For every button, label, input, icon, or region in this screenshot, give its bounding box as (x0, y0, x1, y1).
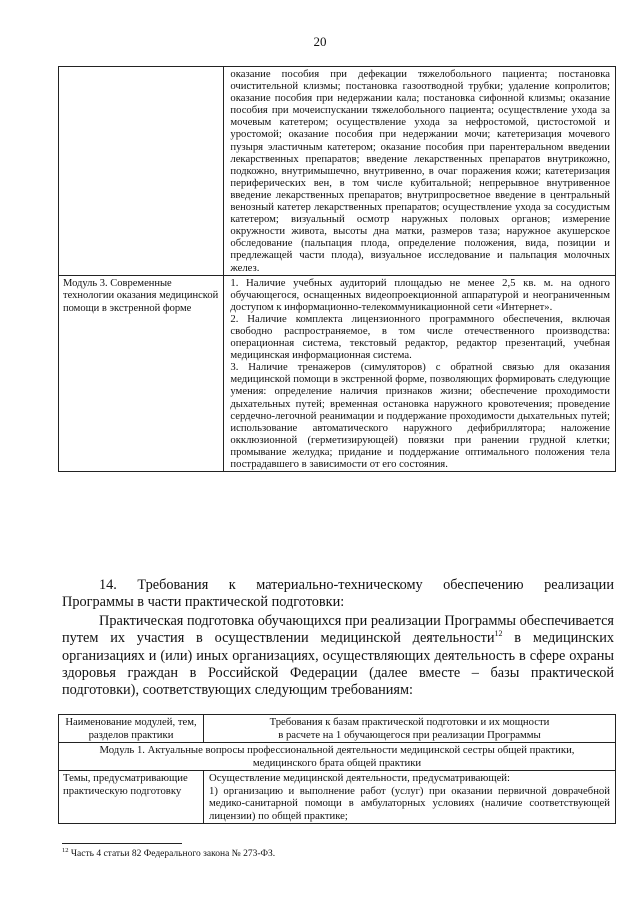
footnote-reference: 12 (494, 629, 503, 639)
table-cell-module: Модуль 3. Современные технологии оказания медицинской помощи в экстренной форме (59, 275, 224, 472)
table-cell-requirements (224, 67, 616, 276)
paragraph-text: в медицинских организациях и (или) иных организациях, осуществляющих деятельность в сфере охраны здоровья граждан в Российской Федерации (далее вместе – базы практической подготовки), соответствующих следующим требованиям: (62, 630, 614, 699)
table-cell-topics: Темы, предусматривающие практическую подготовку (59, 771, 204, 824)
footnote-divider (62, 843, 182, 844)
table-cell-module (59, 67, 224, 276)
requirement-line: Осуществление медицинской деятельности, предусматривающей: (209, 772, 510, 784)
requirement-item: 2. Наличие комплекта лицензионного программного обеспечения, включая свободно распространяемое, в том числе отечественного производства: операционная система, текстовый редактор, редактор презентаций, учебная медицинская информационная система. (230, 312, 610, 362)
section-heading (62, 577, 614, 611)
module-title: Модуль 1. Актуальные вопросы профессиональной деятельности медицинской сестры общей практики, медицинского брата общей практики (59, 743, 616, 771)
requirement-item: 1. Наличие учебных аудиторий площадью не менее 2,5 кв. м. на одного обучающегося, оснащенных видеопроекционной аппаратурой и неограниченным доступом к информационно-телекоммуникационной сети «Интернет». (230, 276, 610, 313)
table-row (59, 771, 616, 824)
footnote (62, 846, 276, 859)
header-requirements-line: в расчете на 1 обучающегося при реализации Программы (278, 728, 541, 741)
section-heading-line: Программы в части практической подготовки: (62, 594, 345, 610)
table-row (59, 743, 616, 771)
requirement-item: 3. Наличие тренажеров (симуляторов) с обратной связью для оказания медицинской помощи в экстренной форме, позволяющих формировать следующие умения: определение наличия признаков жизни; обеспечение проходимости дыхательных путей; временная остановка наружного кровотечения; проведение сердечно-легочной реанимации и поддержание проходимости дыхательных путей; использование автоматического наружного дефибриллятора; наложение окклюзионной (герметизирующей) повязки при ранении грудной клетки; промывание желудка; придание и поддержание оптимального положения тела пострадавшего в зависимости от его состояния. (230, 361, 610, 470)
table-cell-requirements (204, 771, 616, 824)
practice-bases-table (58, 714, 616, 824)
requirements-text: оказание пособия при дефекации тяжелобольного пациента; постановка очистительной клизмы; постановка газоотводной трубки; удаление копролитов; оказание пособия при недержании кала; постановка сифонной клизмы; оказание пособия при мочеиспускании тяжелобольного пациента; осуществление ухода за мочевым катетером; осуществление ухода за нефростомой, цистостомой и уростомой; оказание пособия при недержании мочи; катетеризация мочевого пузыря эластичным катетером; оказание пособия при парентеральном введении лекарственных препаратов; введение лекарственных препаратов внутрикожно, подкожно, внутримышечно, внутривенно, в очаг поражения кожи; катетеризация периферических вен, в том числе кубитальной; непрерывное внутривенное введение лекарственных препаратов; внутрипросветное введение в центральный венозный катетер лекарственных препаратов; осуществление ухода за сосудистым катетером; визуальный осмотр наружных половых органов; измерение окружности живота, высоты дна матки, размеров таза; наружное акушерское обследование (пальпация плода, определение положения, вида, позиции и предлежащей части плода), визуальное исследование и пальпация молочных желез. (230, 68, 610, 274)
header-requirements (204, 715, 616, 743)
table-row (59, 275, 616, 472)
paragraph-text: Практическая подготовка обучающихся при реализации Программы обеспечивается путем их участия в осуществлении медицинской деятельности (62, 613, 614, 647)
table-header-row (59, 715, 616, 743)
resources-table (58, 66, 616, 472)
table-row (59, 67, 616, 276)
section-paragraph (62, 613, 614, 699)
table-cell-requirements (224, 275, 616, 472)
footnote-text: Часть 4 статьи 82 Федерального закона № 273-ФЗ. (68, 849, 276, 859)
header-modules: Наименование модулей, тем, разделов практики (59, 715, 204, 743)
requirement-line: 1) организацию и выполнение работ (услуг) при оказании первичной доврачебной медико-санитарной помощи в амбулаторных условиях (наличие соответствующей лицензии) по общей практике; (209, 784, 610, 822)
page-number: 20 (313, 34, 327, 49)
section-heading-line: 14. Требования к материально-техническому обеспечению реализации (99, 577, 614, 593)
header-requirements-line: Требования к базам практической подготовки и их мощности (269, 716, 550, 728)
footnote-marker: 12 (62, 846, 69, 854)
